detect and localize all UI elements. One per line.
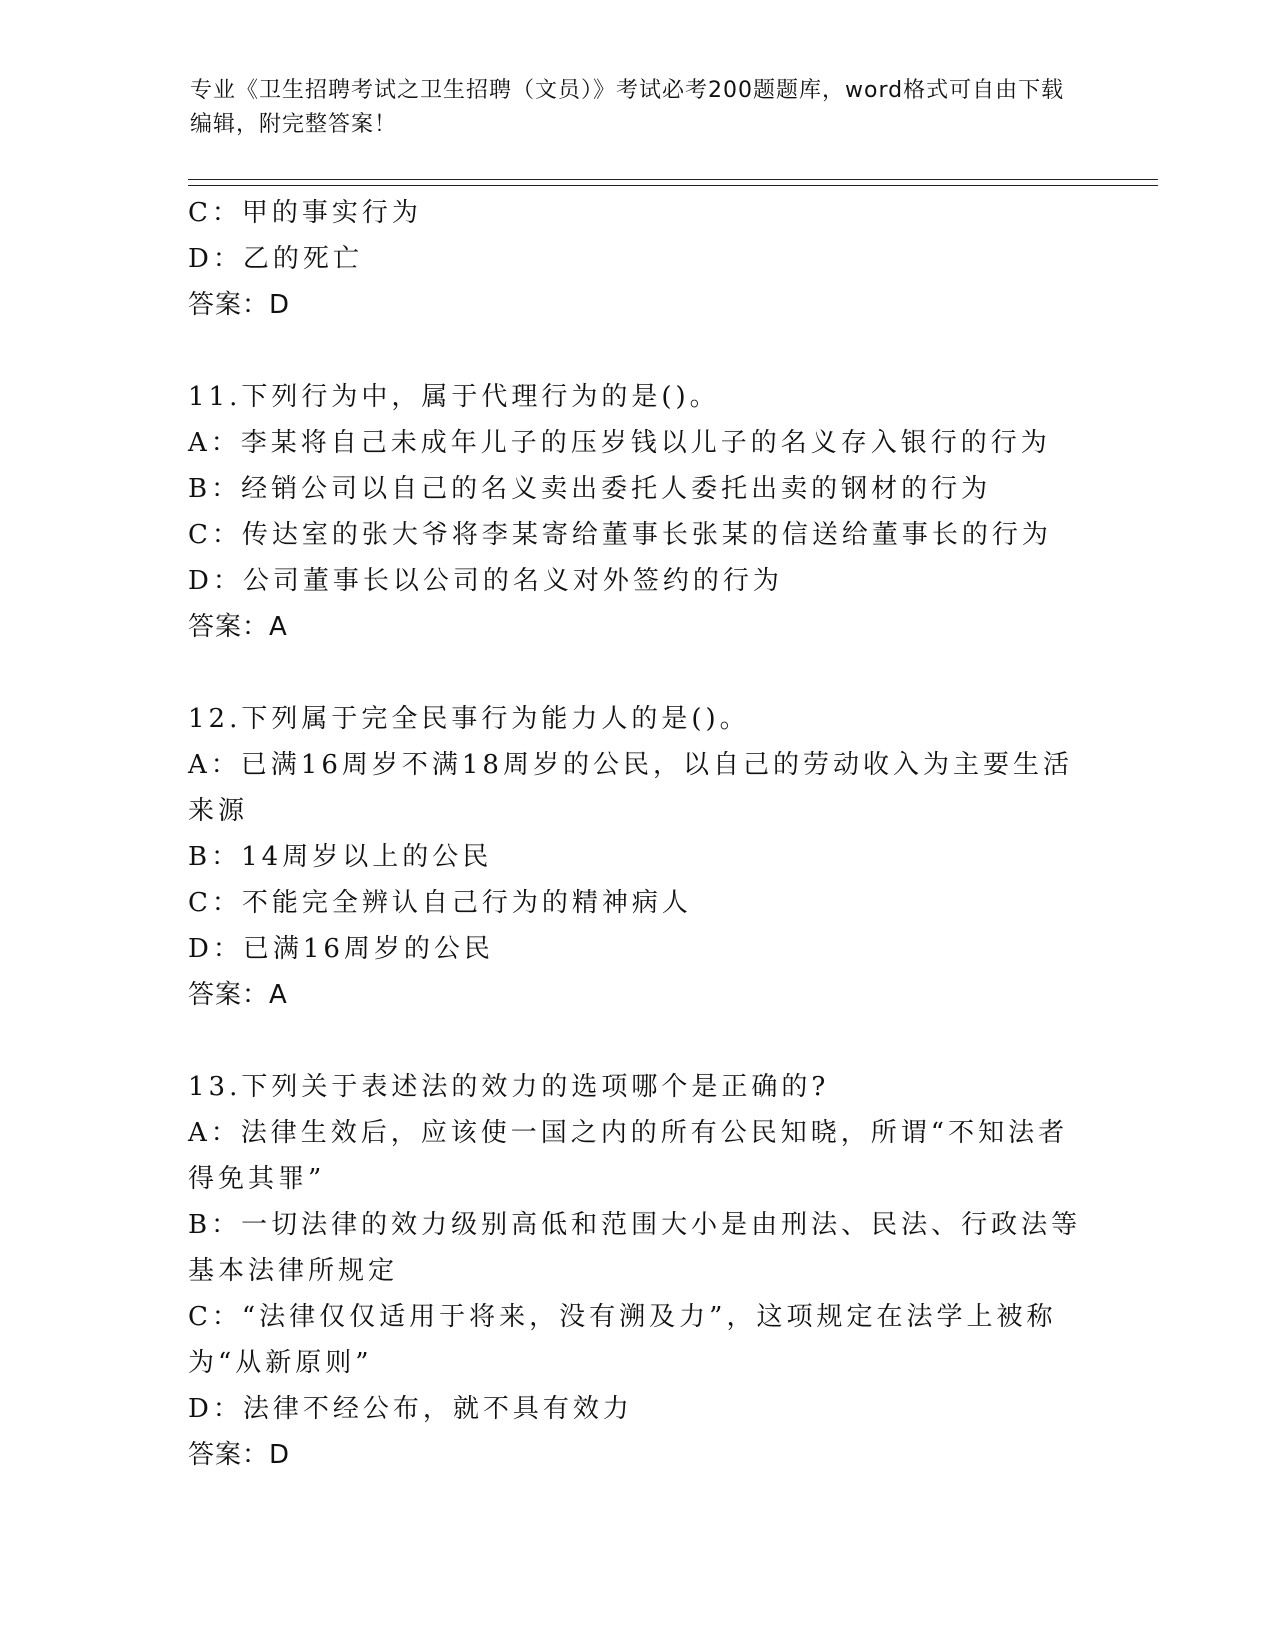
option-b: B：经销公司以自己的名义卖出委托人委托出卖的钢材的行为 xyxy=(188,474,992,504)
spacer xyxy=(188,1018,1088,1064)
spacer xyxy=(188,328,1088,374)
option-c: C：“法律仅仅适用于将来，没有溯及力”，这项规定在法学上被称为“从新原则” xyxy=(188,1302,1057,1378)
document-header: 专业《卫生招聘考试之卫生招聘（文员）》考试必考200题题库，word格式可自由下载编辑，附完整答案！ xyxy=(190,78,1065,137)
answer-line: 答案：A xyxy=(188,980,288,1010)
option-b: B：一切法律的效力级别高低和范围大小是由刑法、民法、行政法等基本法律所规定 xyxy=(188,1210,1082,1286)
header-rule-bottom xyxy=(188,185,1158,186)
answer-line: 答案：D xyxy=(188,1440,291,1470)
question-13 xyxy=(188,1064,1088,1478)
option-c: C：甲的事实行为 xyxy=(188,198,422,228)
option-a: A：已满16周岁不满18周岁的公民，以自己的劳动收入为主要生活来源 xyxy=(188,750,1073,826)
question-stem: 12.下列属于完全民事行为能力人的是()。 xyxy=(188,704,750,734)
question-stem: 11.下列行为中，属于代理行为的是()。 xyxy=(188,382,720,412)
option-d: D：法律不经公布，就不具有效力 xyxy=(188,1394,633,1424)
question-content xyxy=(188,190,1088,1478)
header-rule-top xyxy=(188,179,1158,180)
answer-line: 答案：D xyxy=(188,290,291,320)
option-a: A：李某将自己未成年儿子的压岁钱以儿子的名义存入银行的行为 xyxy=(188,428,1051,458)
option-a: A：法律生效后，应该使一国之内的所有公民知晓，所谓“不知法者得免其罪” xyxy=(188,1118,1069,1194)
question-12 xyxy=(188,696,1088,1018)
option-d: D：乙的死亡 xyxy=(188,244,363,274)
spacer xyxy=(188,650,1088,696)
option-d: D：已满16周岁的公民 xyxy=(188,934,494,964)
option-b: B：14周岁以上的公民 xyxy=(188,842,493,872)
option-d: D：公司董事长以公司的名义对外签约的行为 xyxy=(188,566,783,596)
answer-line: 答案：A xyxy=(188,612,288,642)
carryover-question xyxy=(188,190,1088,328)
option-c: C：传达室的张大爷将李某寄给董事长张某的信送给董事长的行为 xyxy=(188,520,1052,550)
option-c: C：不能完全辨认自己行为的精神病人 xyxy=(188,888,692,918)
question-stem: 13.下列关于表述法的效力的选项哪个是正确的? xyxy=(188,1072,830,1102)
question-11 xyxy=(188,374,1088,650)
